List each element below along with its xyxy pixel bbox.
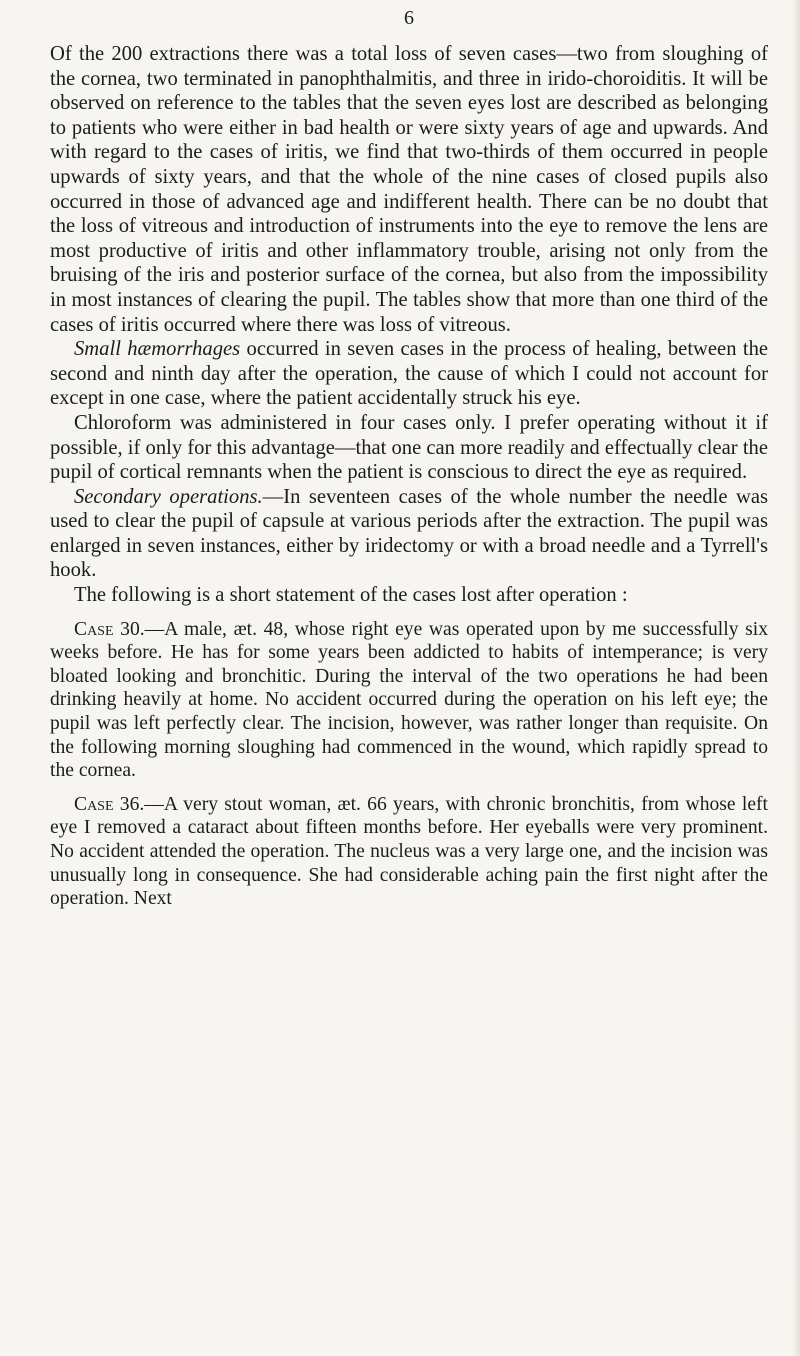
paragraph-case-36-text: —A very stout woman, æt. 66 years, with chronic bronchitis, from whose left eye I removed a cataract about fifteen months before. Her eyeballs were very prominent. No accident attended the operation. The nucleus was a very large one, and the incision was unusually long in consequence. She had considerable aching pain the first night after the operation. Next [50,793,768,910]
paragraph-haemorrhages [50,337,768,411]
paragraph-case-30-text: —A male, æt. 48, whose right eye was operated upon by me successfully six weeks before. He has for some years been addicted to habits of intemperance; is very bloated looking and bronchitic. During the interval of the two operations he had been drinking heavily at home. No accident occurred during the operation on his left eye; the pupil was left perfectly clear. The incision, however, was rather longer than requisite. On the following morning sloughing had commenced in the wound, which rapidly spread to the cornea. [50,618,768,782]
lead-in-case-30: Case 30. [74,618,145,640]
page-edge-shadow [792,0,800,1356]
paragraph-following: The following is a short statement of the cases lost after operation : [74,584,628,607]
lead-in-case-36: Case 36. [74,793,145,815]
paragraph-secondary-operations-text: —In seventeen cases of the whole number the needle was used to clear the pupil of capsule at various periods after the extraction. The pupil was enlarged in seven instances, either by iridectomy or with a broad needle and a Tyrrell's hook. [50,485,768,582]
paragraph-extractions: Of the 200 extractions there was a total loss of seven cases—two from sloughing of the cornea, two terminated in panophthalmitis, and three in irido-choroiditis. It will be observed on reference to the tables that the seven eyes lost are described as belonging to patients who were either in bad health or were sixty years of age and upwards. And with regard to the cases of iritis, we find that two-thirds of them occurred in people upwards of sixty years, and that the whole of the nine cases of closed pupils also occurred in those of advanced age and indifferent health. There can be no doubt that the loss of vitreous and introduction of instruments into the eye to remove the lens are most productive of iritis and other inflammatory trouble, arising not only from the bruising of the iris and posterior surface of the cornea, but also from the impossibility in most instances of clearing the pupil. The tables show that more than one third of the cases of iritis occurred where there was loss of vitreous. [50,43,768,336]
page-number: 6 [404,7,414,29]
paragraph-secondary-operations [50,485,768,583]
lead-in-haemorrhages: Small hæmorrhages [74,338,241,361]
paragraph-case-30 [50,618,768,783]
paragraph-chloroform: Chloroform was administered in four cases only. I prefer operating without it if possible, if only for this advantage—that one can more readily and effectually clear the pupil of cortical remnants when the patient is conscious to direct the eye as required. [50,411,768,484]
paragraph-case-36 [50,793,768,911]
lead-in-secondary-operations: Secondary operations. [74,485,263,508]
paragraph-haemorrhages-text: occurred in seven cases in the process of healing, between the second and ninth day after the operation, the cause of which I could not account for except in one case, where the patient accidentally struck his eye. [50,338,769,410]
